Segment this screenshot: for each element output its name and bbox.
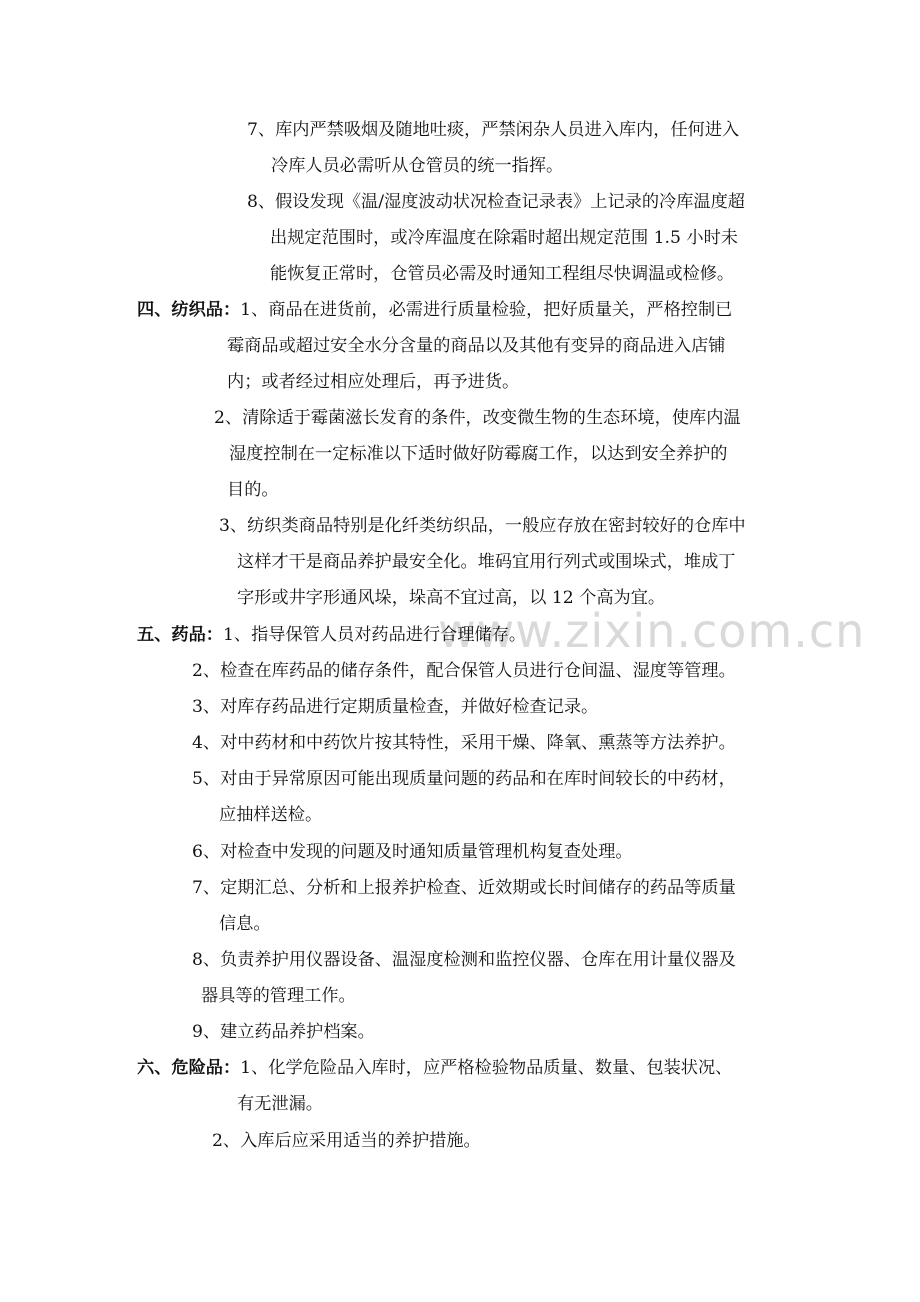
textiles-item-2-line-3: 目的。 xyxy=(227,480,279,500)
textiles-item-2-line-2: 湿度控制在一定标准以下适时做好防霉腐工作，以达到安全养护的 xyxy=(229,444,728,464)
textiles-item-1-line-1 xyxy=(137,302,732,319)
medicine-item-3: 3、对库存药品进行定期质量检查，并做好检查记录。 xyxy=(192,697,599,717)
cold-item-7-line-1: 7、库内严禁吸烟及随地吐痰，严禁闲杂人员进入库内，任何进入 xyxy=(247,120,740,140)
hazardous-heading: 六、危险品： xyxy=(137,1058,241,1078)
hazardous-item-1-line-1 xyxy=(137,1060,732,1077)
textiles-item-1-text: 1、商品在进货前，必需进行质量检验，把好质量关，严格控制已 xyxy=(240,300,733,320)
textiles-item-3-line-2: 这样才干是商品养护最安全化。堆码宜用行列式或围垛式，堆成丁 xyxy=(237,552,736,572)
medicine-item-1 xyxy=(137,627,526,644)
medicine-item-6: 6、对检查中发现的问题及时通知质量管理机构复查处理。 xyxy=(192,842,633,862)
medicine-item-5-line-2: 应抽样送检。 xyxy=(219,805,323,825)
hazardous-item-1-text: 1、化学危险品入库时，应严格检验物品质量、数量、包装状况、 xyxy=(240,1058,733,1078)
medicine-item-7-line-2: 信息。 xyxy=(219,914,271,934)
textiles-item-3-line-1: 3、纺织类商品特别是化纤类纺织品，一般应存放在密封较好的仓库中 xyxy=(219,516,746,536)
medicine-heading: 五、药品： xyxy=(137,625,223,645)
textiles-heading: 四、纺织品： xyxy=(137,300,241,320)
textiles-item-3-line-3: 字形或井字形通风垛，垛高不宜过高，以 12 个高为宜。 xyxy=(237,588,666,608)
hazardous-item-2: 2、入库后应采用适当的养护措施。 xyxy=(212,1131,481,1151)
cold-item-8-line-1: 8、假设发现《温/湿度波动状况检查记录表》上记录的冷库温度超 xyxy=(247,192,745,212)
cold-item-8-line-3: 能恢复正常时，仓管员必需及时通知工程组尽快调温或检修。 xyxy=(270,264,735,284)
medicine-item-7-line-1: 7、定期汇总、分析和上报养护检查、近效期或长时间储存的药品等质量 xyxy=(192,878,736,898)
medicine-item-8-line-2: 器具等的管理工作。 xyxy=(201,986,356,1006)
textiles-item-1-line-3: 内；或者经过相应处理后，再予进货。 xyxy=(227,372,520,392)
textiles-item-2-line-1: 2、清除适于霉菌滋长发育的条件，改变微生物的生态环境，使库内温 xyxy=(214,408,741,428)
hazardous-item-1-line-2: 有无泄漏。 xyxy=(237,1094,323,1114)
cold-item-7-line-2: 冷库人员必需听从仓管员的统一指挥。 xyxy=(271,156,564,176)
medicine-item-1-text: 1、指导保管人员对药品进行合理储存。 xyxy=(222,625,527,645)
medicine-item-8-line-1: 8、负责养护用仪器设备、温湿度检测和监控仪器、仓库在用计量仪器及 xyxy=(192,950,736,970)
watermark: www.zixin.com.cn xyxy=(438,604,866,658)
textiles-item-1-line-2: 霉商品或超过安全水分含量的商品以及其他有变异的商品进入店铺 xyxy=(227,336,726,356)
medicine-item-2: 2、检查在库药品的储存条件，配合保管人员进行仓间温、湿度等管理。 xyxy=(192,661,736,681)
medicine-item-5-line-1: 5、对由于异常原因可能出现质量问题的药品和在库时间较长的中药材， xyxy=(192,769,736,789)
medicine-item-4: 4、对中药材和中药饮片按其特性，采用干燥、降氧、熏蒸等方法养护。 xyxy=(192,733,736,753)
medicine-item-9: 9、建立药品养护档案。 xyxy=(192,1022,375,1042)
cold-item-8-line-2: 出规定范围时，或冷库温度在除霜时超出规定范围 1.5 小时未 xyxy=(270,228,738,248)
